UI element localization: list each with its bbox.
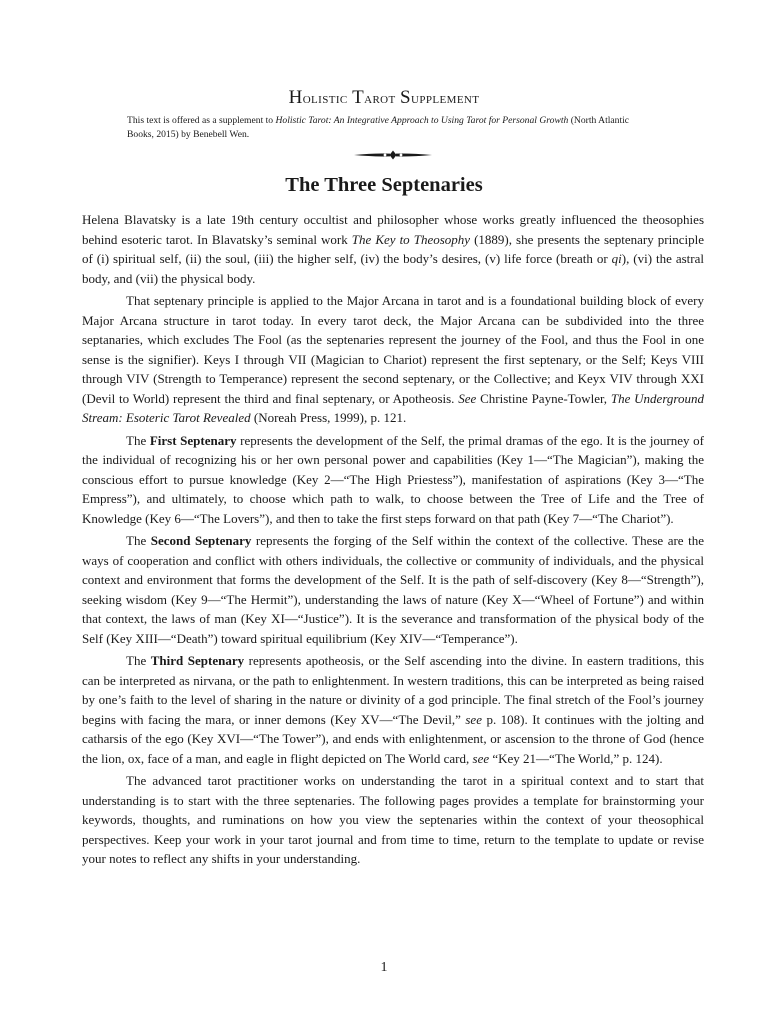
text-run: Christine Payne-Towler, <box>476 390 611 406</box>
intro-lead: This text is offered as a supplement to <box>127 115 276 126</box>
body-text <box>82 210 704 872</box>
paragraph-practitioner: The advanced tarot practitioner works on understanding the tarot in a spiritual context and to start that understanding is to start with the three septenaries. The following pages provides a template for brainstorming your keywords, thoughts, and ruminations on how you view the septenaries within the context of your theosophical perspectives. Keep your work in your tarot journal and from time to time, return to the template to update or revise your notes to reflect any shifts in your understanding. <box>82 773 704 866</box>
text-run: That septenary principle is applied to the Major Arcana in tarot and is a foundational building block of every Major Arcana structure in tarot today. In every tarot deck, the Major Arcana can be subdivided into the three septanaries, which excludes The Fool (as the septenaries represent the journey of the Fool, and thus the Fool in one sense is the signifier). Keys I through VII (Magician to Chariot) represent the first septenary, or the Self; Keys VIII through VIV (Strength to Temperance) represent the second septenary, or the Collective; and Keyx VIV through XXI (Devil to World) represent the third and final septenary, or Apotheosis. <box>82 293 704 406</box>
book-title: The Key to Theosophy <box>351 231 471 247</box>
term-second-septenary: Second Septenary <box>150 533 252 548</box>
term-first-septenary: First Septenary <box>149 432 237 448</box>
see-reference: see <box>465 711 482 727</box>
paragraph-third-septenary <box>82 651 704 768</box>
text-run: (1889), she presents the septenary principle of (i) spiritual self, (ii) the soul, (iii) the higher self, (iv) the body’s desires, (v) life force (breath or <box>82 231 704 266</box>
text-run: represents apotheosis, or the Self ascending into the divine. In eastern traditions, this can be interpreted as nirvana, or the path to enlightenment. In western traditions, this can be interpreted as being raised by one’s faith to the level of sharing in the nature or divinity of a god principle. The final stretch of the Fool’s journey begins with facing the mara, or inner demons (Key XV—“The Devil,” <box>82 653 704 727</box>
intro-tail: (North Atlantic Books, 2015) by Benebell Wen. <box>127 115 630 140</box>
title-initial: T <box>352 87 365 108</box>
paragraph-second-septenary <box>82 531 704 648</box>
paragraph-septenary-principle <box>82 291 704 428</box>
text-run: represents the forging of the Self within the context of the collective. These are the ways of cooperation and conflict with others individuals, the collective or community of individuals, and the physical context and environment that forms the development of the Self. It is the path of self-discovery (Key 8—“Strength”), seeking wisdom (Key 9—“The Hermit”), understanding the laws of nature (Key X—“Wheel of Fortune”) and within that context, the laws of man (Key XI—“Justice”). It is the severance and transformation of the physical body of the Self (Key XIII—“Death”) toward spiritual equilibrium (Key XIV—“Temperance”). <box>82 533 704 646</box>
book-title: The Underground Stream: Esoteric Tarot Revealed <box>82 390 704 425</box>
ornamental-divider-icon <box>354 149 432 161</box>
intro-book-title: Holistic Tarot: An Integrative Approach to Using Tarot for Personal Growth <box>275 115 569 126</box>
term-qi: qi <box>611 251 622 266</box>
text-run: (Noreah Press, 1999), p. 121. <box>250 410 407 425</box>
term-third-septenary: Third Septenary <box>150 653 245 668</box>
section-heading: The Three Septenaries <box>285 174 483 196</box>
text-run: p. 108). It continues with the jolting and catharsis of the ego (Key XVI—“The Tower”), and ends with enlightenment, or ascension to the throne of God (hence the lion, ox, face of a man, and eagle in flight depicted on The World card, <box>82 711 704 766</box>
text-run: The <box>126 533 151 548</box>
text-run: The <box>126 432 150 448</box>
title-initial: H <box>288 87 303 108</box>
see-reference: See <box>458 390 477 406</box>
paragraph-blavatsky <box>82 210 704 288</box>
see-reference: see <box>472 750 490 766</box>
page-number: 1 <box>380 960 388 975</box>
title-word: olistic <box>302 90 353 107</box>
text-run: Helena Blavatsky is a late 19th century occultist and philosopher whose works greatly influenced the theosophies behind esoteric tarot. In Blavatsky’s seminal work <box>82 212 704 247</box>
intro-note <box>127 114 647 141</box>
supplement-title <box>0 87 768 109</box>
title-word: arot <box>364 90 401 107</box>
text-run: ), (vi) the astral body, and (vii) the physical body. <box>82 251 704 286</box>
text-run: The <box>126 653 151 668</box>
title-initial: S <box>400 87 412 108</box>
text-run: represents the development of the Self, the primal dramas of the ego. It is the journey of the individual of recognizing his or her own personal power and capabilities (Key 1—“The Magician”), making the conscious effort to pursue knowledge (Key 2—“The High Priestess”), manifestation of aspirations (Key 3—“The Empress”), and ultimately, to choose which path to walk, to choose between the Tree of Life and the Tree of Knowledge (Key 6—“The Lovers”), and then to take the first steps forward on that path (Key 7—“The Chariot”). <box>82 432 704 526</box>
text-run: “Key 21—“The World,” p. 124). <box>489 750 663 766</box>
paragraph-first-septenary <box>82 431 704 529</box>
title-word: upplement <box>411 90 480 107</box>
